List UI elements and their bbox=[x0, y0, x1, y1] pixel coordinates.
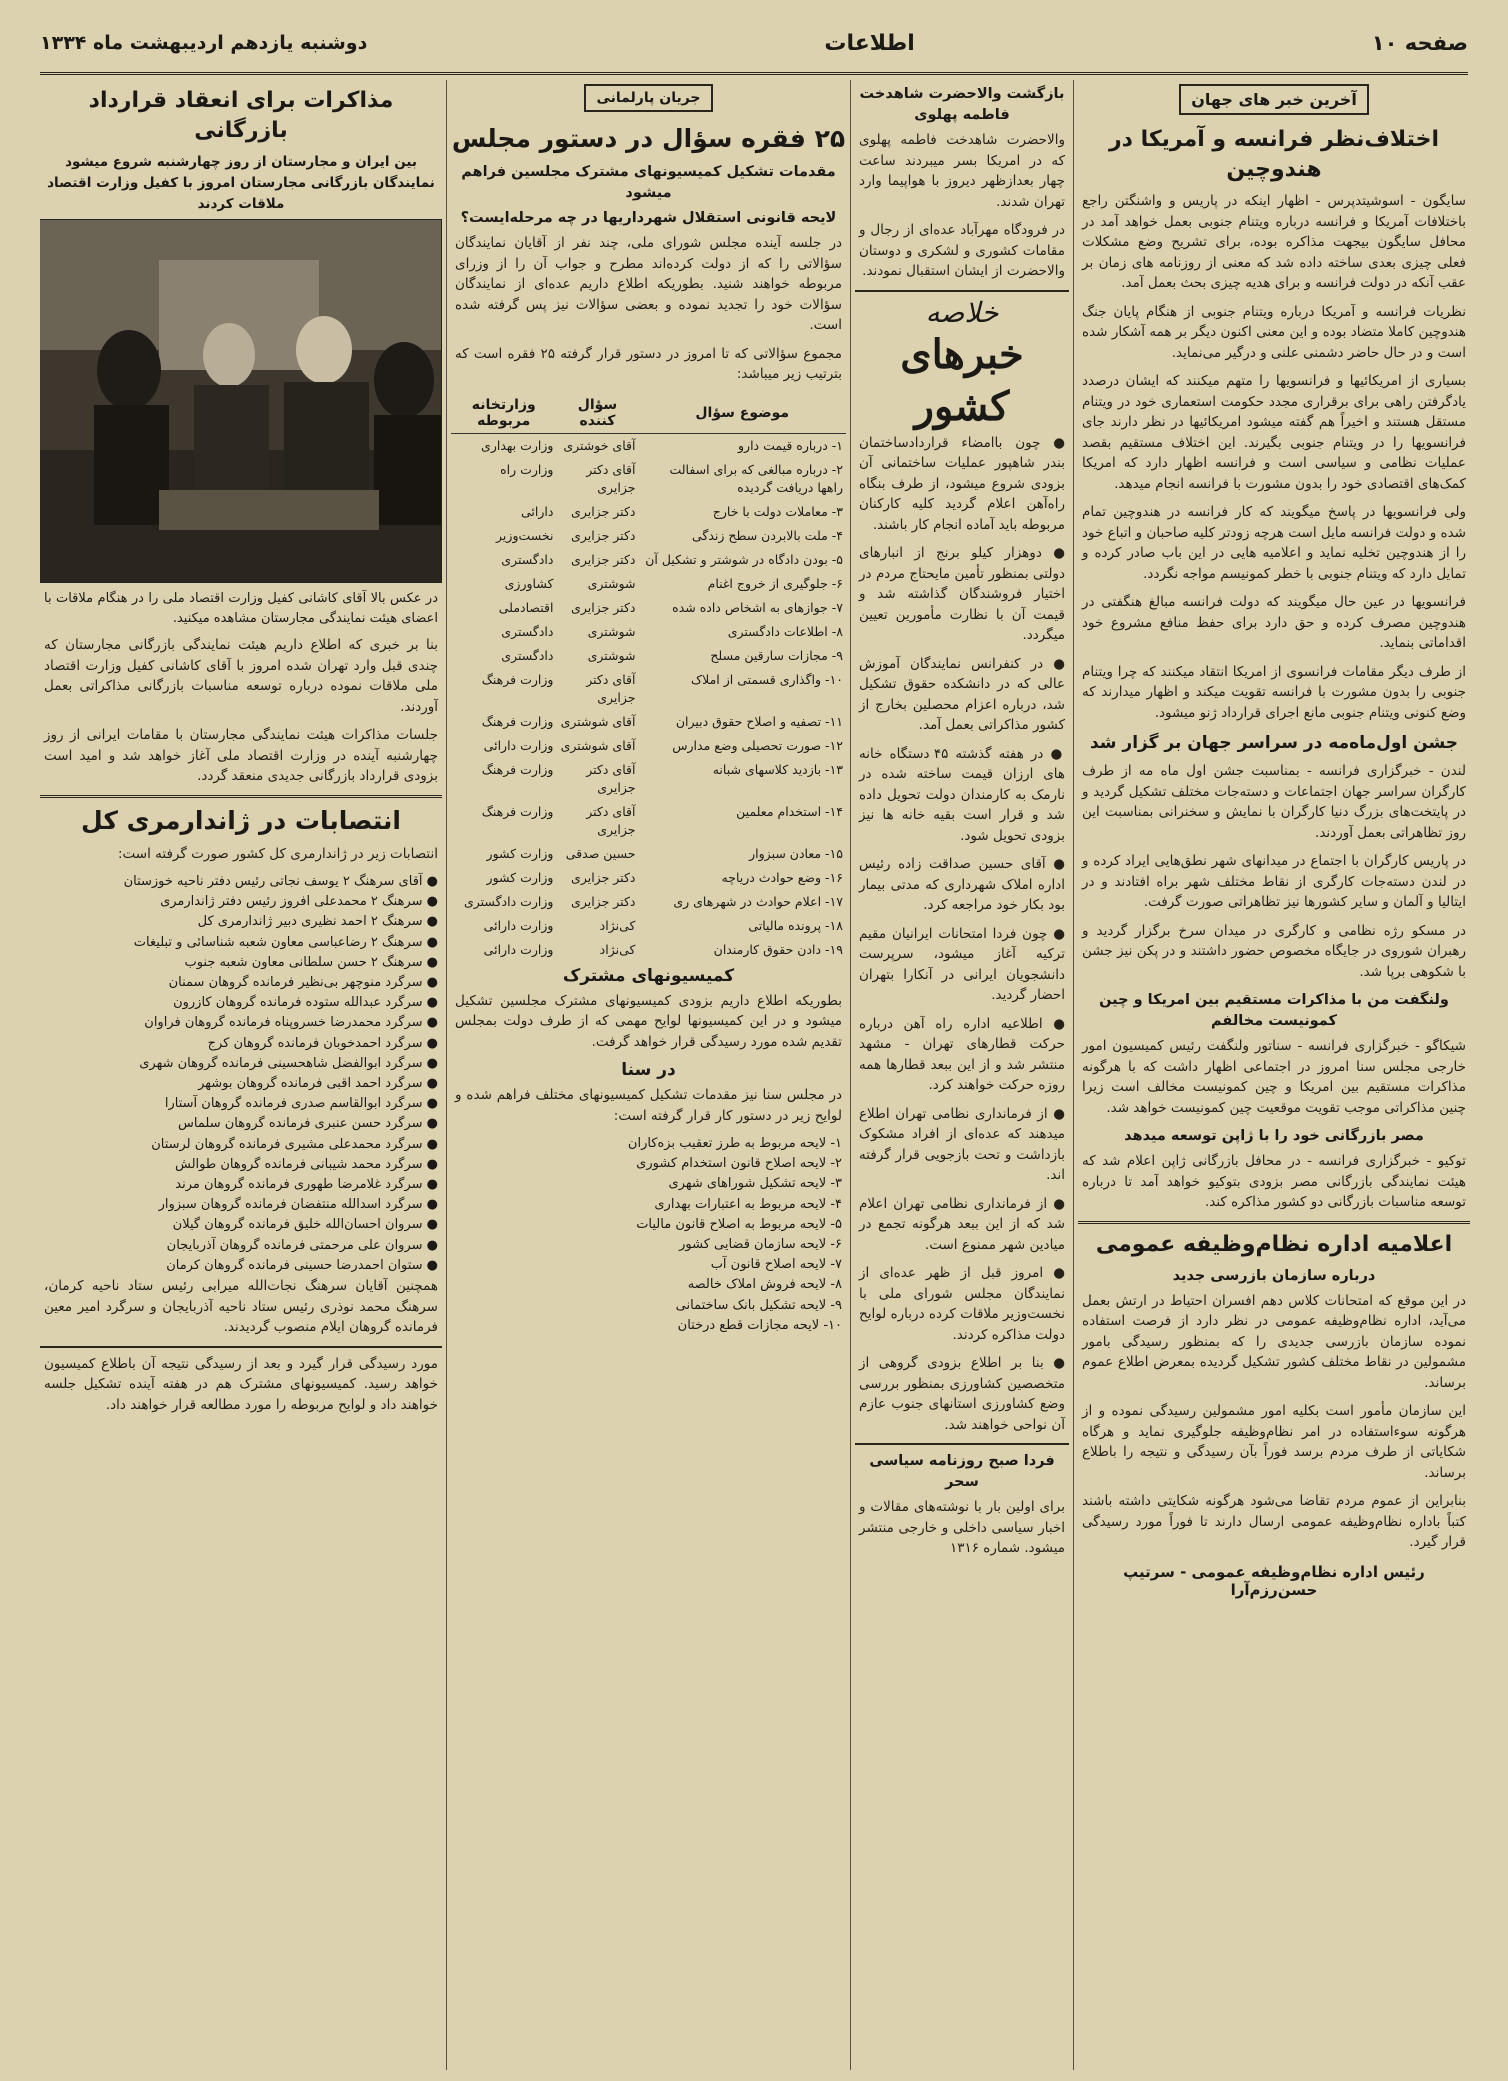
table-header: موضوع سؤال bbox=[638, 393, 846, 434]
list-item: ۳- لایحه تشکیل شوراهای شهری bbox=[668, 1176, 842, 1192]
table-cell: دکتر جزایری bbox=[571, 869, 636, 885]
table-cell: وزارت دادگستری bbox=[463, 893, 554, 909]
signature-line: رئیس اداره نظام‌وظیفه عمومی - سرتیپ حسن‌رزم‌آرا bbox=[1123, 1562, 1425, 1599]
table-row bbox=[451, 596, 846, 620]
section-divider bbox=[855, 1443, 1069, 1445]
list-item: ● سروان علی مرحمتی فرمانده گروهان آذربایجان bbox=[166, 1237, 438, 1253]
table-cell: کی‌نژاد bbox=[599, 941, 636, 957]
national-news-calligraphy: خبرهای کشور bbox=[900, 330, 1024, 430]
article-paragraph: در جلسه آینده مجلس شورای ملی، چند نفر از آقایان نمایندگان سؤالاتی را که از دولت کرده‌اند مطرح و جواب آن را از وزرای مربوطه خواهند شنید. بطوریکه اطلاع داریم عده‌ای از نمایندگان سؤالات خود را تجدید نموده و بعضی سؤالات نیز پس گرفته شده است. bbox=[455, 235, 842, 333]
sahar-ad-text: برای اولین بار با نوشته‌های مقالات و اخبار سیاسی داخلی و خارجی منتشر میشود. شماره ۱۳۱۶ bbox=[859, 1499, 1065, 1556]
article-paragraph: توکیو - خبرگزاری فرانسه - در محافل بازرگانی ژاپن اعلام شد که هیئت نمایندگی بازرگانی مصر بزودی بتوکیو خواهد آمد تا درباره توسعه مناسبات بازرگانی دو کشور مذاکره کند. bbox=[1082, 1153, 1466, 1210]
table-header: سؤال کننده bbox=[556, 393, 638, 434]
table-cell: وزارت کشور bbox=[486, 869, 554, 885]
table-row bbox=[451, 800, 846, 842]
table-cell: دکتر جزایری bbox=[571, 599, 636, 615]
page-number: صفحه ۱۰ bbox=[1371, 31, 1468, 55]
list-item: ۲- لایحه اصلاح قانون استخدام کشوری bbox=[636, 1156, 842, 1172]
table-row bbox=[451, 710, 846, 734]
national-news-list bbox=[855, 433, 1069, 1436]
list-item: ۱- لایحه مربوط به طرز تعقیب بزه‌کاران bbox=[627, 1136, 842, 1151]
table-cell: ۳- معاملات دولت با خارج bbox=[712, 503, 843, 519]
headline-25-questions: ۲۵ فقره سؤال در دستور مجلس bbox=[451, 124, 846, 153]
table-cell: دکتر جزایری bbox=[571, 527, 636, 543]
article-paragraph: بنابراین از عموم مردم تقاضا می‌شود هرگونه شکایتی داشته باشند کتباً باداره نظام‌وظیفه عمومی ارسال دارند تا فوراً مورد رسیدگی قرار گیرد. bbox=[1082, 1493, 1466, 1550]
table-row bbox=[451, 572, 846, 596]
table-cell: شوشتری bbox=[587, 647, 636, 663]
subheadline-hungary: بین ایران و مجارستان از روز چهارشنبه شروع میشود نمایندگان بازرگانی مجارستان امروز با کفیل وزارت اقتصاد ملاقات کردند bbox=[47, 154, 435, 212]
table-cell: دکتر جزایری bbox=[571, 893, 636, 909]
parliament-kicker: جریان پارلمانی bbox=[584, 84, 712, 112]
table-row bbox=[451, 866, 846, 890]
national-news-item: ● در هفته گذشته ۴۵ دستگاه خانه های ارزان قیمت ساخته شده در نارمک به کارمندان دولت تحویل داده شد و قرار است بقیه خانه ها نیز بزودی تحویل شود. bbox=[859, 745, 1066, 844]
table-cell: ۸- اطلاعات دادگستری bbox=[727, 623, 843, 639]
article-paragraph: نظریات فرانسه و آمریکا درباره ویتنام جنوبی از هنگام پایان جنگ هندوچین کاملا متضاد بوده و این معنی اکنون دیگر بر همه آشکار شده است و در حال حاضر دشمنی علنی و درگیر می‌نماید. bbox=[1082, 303, 1466, 361]
article-paragraph: بسیاری از امریکائیها و فرانسویها را متهم میکنند که ایشان درصدد یادگرفتن راهی برای برقراری مجدد حکومت استعماری خود در ویتنام مستقل هستند و اخیراً هم گفته میشود امریکائیها در نظر دارند جای فرانسویها را در ویتنام جنوبی بگیرند. این اختلاف مستقیم بقصد عملیات نظامی و سیاسی است و فرانسه اظهار دارد که امریکا کمک‌های اقتصادی خود را بدون مشورت با فرانسه انجام میدهد. bbox=[1082, 373, 1466, 492]
article-paragraph: شیکاگو - خبرگزاری فرانسه - سناتور ولنگفت رئیس کمیسیون امور خارجی مجلس سنا امروز در اجتماعی اظهار داشت که با هرگونه مذاکرات مستقیم بین امریکا و چین کمونیست مخالف است زیرا چنین مذاکراتی موجب تقویت موقعیت چین کمونیست خواهد شد. bbox=[1082, 1038, 1466, 1116]
table-cell: ۱۷- اعلام حوادث در شهرهای ری bbox=[673, 893, 843, 909]
list-item: ● آقای سرهنگ ۲ یوسف نجاتی رئیس دفتر ناحیه خوزستان bbox=[123, 874, 438, 889]
table-cell: وزارت بهداری bbox=[481, 437, 554, 453]
article-paragraph: این سازمان مأمور است بکلیه امور مشمولین رسیدگی نموده و از هرگونه سوءاستفاده در امر نظام‌وظیفه جلوگیری نماید و هرگاه شکایاتی از طرف مردم برسد فوراً بآن رسیدگی و نتیجه را باطلاع برساند. bbox=[1082, 1403, 1466, 1481]
headline-may-day: جشن اول‌ماه‌مه در سراسر جهان بر گزار شد bbox=[1089, 733, 1459, 753]
list-item: ● سرگرد احمدخوبان فرمانده گروهان کرج bbox=[207, 1035, 438, 1051]
list-item: ● سرگرد محمدرضا خسروپناه فرمانده گروهان فراوان bbox=[144, 1015, 438, 1031]
table-cell: ۱۸- پرونده مالیاتی bbox=[748, 917, 843, 933]
article-paragraph: همچنین آقایان سرهنگ نجات‌الله میرابی رئیس ستاد ناحیه کرمان، سرهنگ محمد نوذری رئیس ستاد ناحیه آذربایجان و سرگرد امیر معین فرمانده گروهان ایلام منصوب گردیدند. bbox=[44, 1278, 438, 1336]
table-cell: ۱۱- تصفیه و اصلاح حقوق دبیران bbox=[675, 713, 843, 729]
headline-senate: در سنا bbox=[621, 1060, 676, 1080]
headline-gendarmerie: انتصابات در ژاندارمری کل bbox=[81, 805, 401, 835]
national-news-column bbox=[855, 80, 1069, 2070]
table-row bbox=[451, 914, 846, 938]
table-cell: ۹- مجازات سارقین مسلح bbox=[710, 647, 843, 663]
section-divider bbox=[855, 290, 1069, 292]
parliament-column bbox=[451, 80, 846, 2070]
table-cell: اقتصادملی bbox=[498, 599, 554, 615]
headline-joint-commissions-2: کمیسیونهای مشترک bbox=[562, 965, 735, 986]
list-item: ۵- لایحه مربوط به اصلاح قانون مالیات bbox=[636, 1216, 842, 1232]
national-news-item: ● بنا بر اطلاع بزودی گروهی از متخصصین کشاورزی بمنظور بررسی وضع کشاورزی استانهای جنوب عازم آن نواحی خواهند شد. bbox=[859, 1355, 1065, 1433]
table-cell: آقای دکتر جزایری bbox=[586, 671, 636, 705]
table-row bbox=[451, 890, 846, 914]
list-item: ● سرهنگ ۲ احمد نظیری دبیر ژاندارمری کل bbox=[197, 914, 438, 930]
summary-calligraphy: خلاصه bbox=[925, 295, 999, 329]
table-cell: دادگستری bbox=[501, 551, 554, 567]
list-item: ● سرهنگ ۲ رضاعباسی معاون شعبه شناسائی و تبلیغات bbox=[133, 934, 438, 950]
table-cell: ۱۳- بازدید کلاسهای شبانه bbox=[712, 761, 843, 777]
table-cell: ۱۹- دادن حقوق کارمندان bbox=[713, 941, 843, 957]
national-news-item: ● از فرمانداری نظامی تهران اطلاع میدهند که عده‌ای از افراد مشکوک بازداشت و تحت بازجویی قرار گرفته اند. bbox=[859, 1105, 1065, 1183]
table-row bbox=[451, 620, 846, 644]
list-item: ● سرگرد غلامرضا طهوری فرمانده گروهان مرند bbox=[175, 1177, 438, 1193]
meeting-photo bbox=[40, 219, 442, 583]
article-paragraph: مجموع سؤالاتی که تا امروز در دستور قرار گرفته ۲۵ فقره است که بترتیب زیر میباشد: bbox=[455, 345, 842, 382]
national-news-item: ● اطلاعیه اداره راه آهن درباره حرکت قطارهای تهران - مشهد منتشر شد و از این ببعد قطارها همه روزه حرکت خواهند کرد. bbox=[859, 1015, 1065, 1093]
article-paragraph: در مسکو رژه نظامی و کارگری در میدان سرخ برگزار گردید و رهبران شوروی در جایگاه مخصوص حضور داشتند و در پکن نیز جشن با شکوهی برپا شد. bbox=[1082, 922, 1466, 980]
table-cell: شوشتری bbox=[587, 575, 636, 591]
table-cell: کشاورزی bbox=[504, 575, 554, 591]
table-cell: ۵- بودن دادگاه در شوشتر و تشکیل آن bbox=[645, 551, 843, 567]
list-item: ● سرگرد اسدالله منتفضان فرمانده گروهان سبزوار bbox=[158, 1197, 438, 1213]
table-cell: ۶- جلوگیری از خروج اغنام bbox=[707, 575, 843, 591]
headline-egypt-japan: مصر بازرگانی خود را با ژاپن توسعه میدهد bbox=[1124, 1128, 1424, 1144]
paper-name: اطلاعات bbox=[824, 30, 915, 56]
list-item: ۶- لایحه سازمان قضایی کشور bbox=[679, 1237, 842, 1253]
list-item: ● سرگرد احمد اقبی فرمانده گروهان بوشهر bbox=[198, 1076, 438, 1092]
table-cell: وزارت دارائی bbox=[483, 941, 554, 957]
table-row bbox=[451, 644, 846, 668]
list-item: ● سروان احسان‌الله خلیق فرمانده گروهان گیلان bbox=[172, 1217, 438, 1233]
article-paragraph: از طرف دیگر مقامات فرانسوی از امریکا انتقاد میکنند که چرا ویتنام جنوبی را بدون مشورت با فرانسه تقویت میکند و اظهار میدارند که وضع کنونی ویتنام جنوبی مانع اجرای قرارداد ژنو میشود. bbox=[1082, 663, 1466, 721]
headline-france-usa: اختلاف‌نظر فرانسه و آمریکا در هندوچین bbox=[1108, 127, 1440, 182]
table-row bbox=[451, 668, 846, 710]
section-divider bbox=[1078, 1221, 1470, 1224]
issue-date: دوشنبه یازدهم اردیبهشت ماه ۱۳۳۴ bbox=[40, 32, 368, 54]
table-cell: ۱- درباره قیمت دارو bbox=[738, 437, 843, 453]
table-cell: ۱۴- استخدام معلمین bbox=[736, 803, 843, 819]
table-cell: وزارت فرهنگ bbox=[481, 713, 554, 729]
national-news-item: ● آقای حسین صداقت زاده رئیس اداره املاک شهرداری که مدتی بیمار بود بکار خود مراجعه کرد. bbox=[859, 856, 1065, 913]
appointments-list bbox=[40, 872, 442, 1276]
meeting-photo-image bbox=[40, 220, 441, 582]
table-cell: آقای دکتر جزایری bbox=[586, 461, 636, 495]
article-paragraph: در پاریس کارگران با اجتماع در میدانهای شهر نطق‌هایی ایراد کرده و در لندن دسته‌جات کارگری از نقاط مختلف شهر براه افتادند و در ایتالیا و آلمان و سایر کشورها نیز تظاهراتی صورت گرفت. bbox=[1082, 853, 1466, 910]
table-cell: وزارت فرهنگ bbox=[481, 671, 554, 687]
list-item: ۹- لایحه تشکیل بانک ساختمانی bbox=[675, 1297, 842, 1313]
table-row bbox=[451, 842, 846, 866]
table-cell: ۱۲- صورت تحصیلی وضع مدارس bbox=[672, 737, 843, 753]
table-cell: کی‌نژاد bbox=[599, 917, 636, 933]
article-paragraph: ولی فرانسویها در پاسخ میگویند که کار فرانسه در هندوچین تمام شده و دولت فرانسه مایل است هرچه زودتر کلیه صاحبان و اتباع خود را از هندوچین تخلیه نماید و اعلامیه هایی در این باب صادر کرده و تمایل دارد که ویتنام جنوبی با خطر کمونیسم مواجه نگردد. bbox=[1082, 504, 1466, 582]
list-item: ۷- لایحه اصلاح قانون آب bbox=[710, 1257, 842, 1273]
photo-caption: در عکس بالا آقای کاشانی کفیل وزارت اقتصاد ملی را در هنگام ملاقات با اعضای هیئت نمایندگی مجارستان مشاهده میکنید. bbox=[44, 591, 438, 626]
table-cell: وزارت راه bbox=[500, 461, 554, 477]
headline-trade-agreement: مذاکرات برای انعقاد قرارداد بازرگانی bbox=[88, 88, 394, 143]
list-item: ● سرهنگ ۲ حسن سلطانی معاون شعبه جنوب bbox=[184, 954, 438, 970]
list-item: ● سرگرد عبدالله ستوده فرمانده گروهان کازرون bbox=[173, 995, 438, 1011]
headline-joint-commissions: مقدمات تشکیل کمیسیونهای مشترک مجلسین فراهم میشود bbox=[461, 164, 836, 201]
table-cell: وزارت فرهنگ bbox=[481, 803, 554, 819]
table-row bbox=[451, 758, 846, 800]
table-cell: آقای شوشتری bbox=[560, 737, 636, 753]
table-cell: حسین صدقی bbox=[565, 845, 636, 861]
table-cell: وزارت فرهنگ bbox=[481, 761, 554, 777]
table-cell: دارائی bbox=[521, 503, 554, 519]
headline-senator: ولنگفت من با مذاکرات مستقیم بین امریکا و چین کمونیست مخالفم bbox=[1099, 992, 1449, 1029]
section-divider bbox=[40, 1346, 442, 1348]
list-item: ۱۰- لایحه مجازات قطع درختان bbox=[677, 1317, 842, 1333]
column-rule bbox=[1073, 80, 1074, 2070]
headline-princess-return: بازگشت والاحضرت شاهدخت فاطمه پهلوی bbox=[859, 86, 1065, 123]
table-row bbox=[451, 500, 846, 524]
national-news-item: ● دوهزار کیلو برنج از انبارهای دولتی بمنظور تأمین مایحتاج مردم در اختیار فروشندگان گذاشته شد و قیمت آن با نظارت مأمورین تعیین میگردد. bbox=[859, 545, 1065, 643]
national-news-item: ● امروز قبل از ظهر عده‌ای از نمایندگان مجلس شورای ملی با نخست‌وزیر ملاقات کرده درباره لوایح دولت مذاکره کردند. bbox=[858, 1265, 1065, 1343]
article-paragraph: در فرودگاه مهرآباد عده‌ای از رجال و مقامات کشوری و لشکری و دوستان والاحضرت از ایشان استقبال نمودند. bbox=[859, 222, 1065, 279]
list-item: ● سرگرد محمدعلی مشیری فرمانده گروهان لرستان bbox=[151, 1136, 438, 1152]
table-cell: آقای دکتر جزایری bbox=[586, 761, 636, 795]
list-item: ۴- لایحه مربوط به اعتبارات بهداری bbox=[654, 1196, 842, 1212]
table-cell: شوشتری bbox=[587, 623, 636, 639]
list-item: ● سرگرد ابوالفضل شاهحسینی فرمانده گروهان شهری bbox=[139, 1055, 438, 1071]
headline-municipalities: لایحه قانونی استقلال شهرداریها در چه مرحله‌ایست؟ bbox=[460, 210, 837, 226]
table-cell: دادگستری bbox=[501, 647, 554, 663]
table-row bbox=[451, 524, 846, 548]
article-paragraph: در این موقع که امتحانات کلاس دهم افسران احتیاط در ارتش بعمل می‌آید، اداره نظام‌وظیفه عمومی در نظر دارد از فرصت استفاده نموده سازمان بازرسی جدیدی را که بمنظور رسیدگی بامور مشمولین در نقاط مختلف کشور تشکیل گردیده بمعرض اطلاع عموم برساند. bbox=[1082, 1292, 1466, 1391]
economy-column bbox=[40, 80, 442, 2070]
headline-military-service: اعلامیه اداره نظام‌وظیفه عمومی bbox=[1095, 1231, 1453, 1257]
article-paragraph: در مجلس سنا نیز مقدمات تشکیل کمیسیونهای مختلف فراهم شده و لوایح زیر در دستور کار قرار گرفته است: bbox=[455, 1087, 842, 1124]
table-cell: ۷- جوازهای به اشخاص داده شده bbox=[672, 599, 843, 615]
section-divider bbox=[40, 795, 442, 798]
list-item: ● سرگرد ابوالقاسم صدری فرمانده گروهان آستارا bbox=[164, 1096, 438, 1112]
article-paragraph: مورد رسیدگی قرار گیرد و بعد از رسیدگی نتیجه آن باطلاع کمیسیون خواهد رسید. کمیسیونهای مشترک هم در هفته آینده تشکیل جلسه خواهند داد و لوایح مربوطه را مورد مطالعه قرار خواهند داد. bbox=[44, 1355, 438, 1413]
table-row bbox=[451, 938, 846, 962]
table-cell: وزارت دارائی bbox=[483, 917, 554, 933]
national-news-item: ● چون باامضاء قرارداد‌ساختمان بندر شاهپور عملیات ساختمانی آن بزودی شروع میشود، از طرف بنگاه راه‌آهن اعلام گردید کلیه کارکنان مربوطه باید آماده انجام کار باشند. bbox=[859, 434, 1065, 533]
questions-table bbox=[451, 393, 846, 962]
table-cell: آقای خوشتری bbox=[563, 437, 636, 453]
article-paragraph: سایگون - اسوشیتدپرس - اظهار اینکه در پاریس و واشنگتن راجع باختلافات آمریکا و فرانسه درباره ویتنام جنوبی بعمل خواهد آمد در محافل سایگون بیجهت مذاکره بوده، برای تشریح وضع مشکلات فعلی چیزی بعدی ساخته داده شد که معنی از روزنامه های زمان بر عقب آنکه در دولت فرانسه و برای هدیه چیزی بحث بعمل آمد. bbox=[1082, 193, 1466, 291]
article-paragraph: فرانسویها در عین حال میگویند که دولت فرانسه مبالغ هنگفتی در هندوچین مصرف کرده و حق دارد برای حفظ منافع مشروع خود اقداماتی بنماید. bbox=[1082, 594, 1466, 651]
list-item: ● سرگرد محمد شیبانی فرمانده گروهان طوالش bbox=[175, 1156, 438, 1172]
table-cell: دادگستری bbox=[501, 623, 554, 639]
table-cell: دکتر جزایری bbox=[571, 551, 636, 567]
table-cell: آقای دکتر جزایری bbox=[586, 803, 636, 837]
list-item: ● ستوان احمدرضا حسینی فرمانده گروهان کرمان bbox=[166, 1257, 438, 1273]
national-news-item: ● از فرمانداری نظامی تهران اعلام شد که از این ببعد هرگونه تجمع در میادین شهر ممنوع است. bbox=[859, 1195, 1065, 1253]
table-header: وزارتخانه مربوطه bbox=[451, 393, 556, 434]
table-cell: وزارت کشور bbox=[486, 845, 554, 861]
sahar-ad-title: فردا صبح روزنامه سیاسی سحر bbox=[869, 1453, 1055, 1490]
list-item: ● سرگرد حسن عنبری فرمانده گروهان سلماس bbox=[178, 1116, 438, 1132]
world-news-column bbox=[1078, 80, 1470, 2070]
article-paragraph: والاحضرت شاهدخت فاطمه پهلوی که در امریکا بسر میبردند ساعت چهار بعدازظهر دیروز با هواپیما وارد تهران شدند. bbox=[859, 132, 1065, 210]
table-cell: ۴- ملت بالابردن سطح زندگی bbox=[691, 527, 843, 543]
table-row bbox=[451, 734, 846, 758]
list-item: ۸- لایحه فروش املاک خالصه bbox=[687, 1277, 842, 1293]
article-paragraph: انتصابات زیر در ژاندارمری کل کشور صورت گرفته است: bbox=[118, 845, 438, 862]
article-paragraph: بنا بر خبری که اطلاع داریم هیئت نمایندگی بازرگانی مجارستان که چندی قبل وارد تهران شده امروز با آقای کاشانی کفیل وزارت اقتصاد ملی ملاقات نموده درباره توسعه مناسبات بازرگانی مذاکراتی بعمل آوردند. bbox=[44, 637, 438, 715]
table-cell: دکتر جزایری bbox=[571, 503, 636, 519]
senate-bills-list bbox=[451, 1134, 846, 1336]
table-cell: نخست‌وزیر bbox=[496, 527, 554, 543]
list-item: ● سرهنگ ۲ محمدعلی افروز رئیس دفتر ژاندارمری bbox=[160, 894, 438, 910]
world-news-box-title: آخرین خبر های جهان bbox=[1179, 84, 1369, 115]
list-item: ● سرگرد منوچهر بی‌نظیر فرمانده گروهان سمنان bbox=[168, 975, 438, 991]
column-rule bbox=[850, 80, 851, 2070]
table-cell: آقای شوشتری bbox=[560, 713, 636, 729]
national-news-item: ● چون فردا امتحانات ایرانیان مقیم ترکیه آغاز میشود، سرپرست دانشجویان ایرانی در آنکارا بتهران احضار گردید. bbox=[859, 925, 1065, 1003]
table-row bbox=[451, 548, 846, 572]
table-cell: ۲- درباره مبالغی که برای اسفالت راهها دریافت گردیده bbox=[669, 461, 843, 495]
column-rule bbox=[446, 80, 447, 2070]
subheadline-inspection: درباره سازمان بازرسی جدید bbox=[1172, 1267, 1376, 1284]
table-cell: وزارت دارائی bbox=[483, 737, 554, 753]
table-cell: ۱۵- معادن سبزوار bbox=[749, 845, 843, 861]
table-row bbox=[451, 458, 846, 500]
masthead bbox=[40, 14, 1468, 75]
table-cell: ۱۶- وضع حوادث دریاچه bbox=[721, 869, 843, 885]
national-news-item: ● در کنفرانس نمایندگان آموزش عالی که در دانشکده حقوق تشکیل شد، درباره اعزام محصلین بخارج از کشور مذاکراتی بعمل آمد. bbox=[859, 655, 1065, 733]
table-cell: ۱۰- واگذاری قسمتی از املاک bbox=[690, 671, 843, 687]
article-paragraph: لندن - خبرگزاری فرانسه - بمناسبت جشن اول ماه مه از طرف کارگران سراسر جهان اجتماعات و دسته‌جات مختلف تشکیل گردید و در پایتخت‌های بزرگ دنیا کارگران با نمایش و سخنرانی بمناسبت این روز تظاهراتی بعمل آوردند. bbox=[1082, 763, 1466, 841]
table-row bbox=[451, 433, 846, 458]
article-paragraph: جلسات مذاکرات هیئت نمایندگی مجارستان با مقامات ایرانی از روز چهارشنبه آینده در وزارت اقتصاد ملی آغاز خواهد شد و امید است بزودی قرارداد بازرگانی جدیدی منعقد گردد. bbox=[44, 727, 438, 784]
article-paragraph: بطوریکه اطلاع داریم بزودی کمیسیونهای مشترک مجلسین تشکیل میشود و در این کمیسیونها لوایح مهمی که از طرف دولت بمجلس تقدیم شده مورد رسیدگی قرار خواهد گرفت. bbox=[455, 992, 842, 1050]
